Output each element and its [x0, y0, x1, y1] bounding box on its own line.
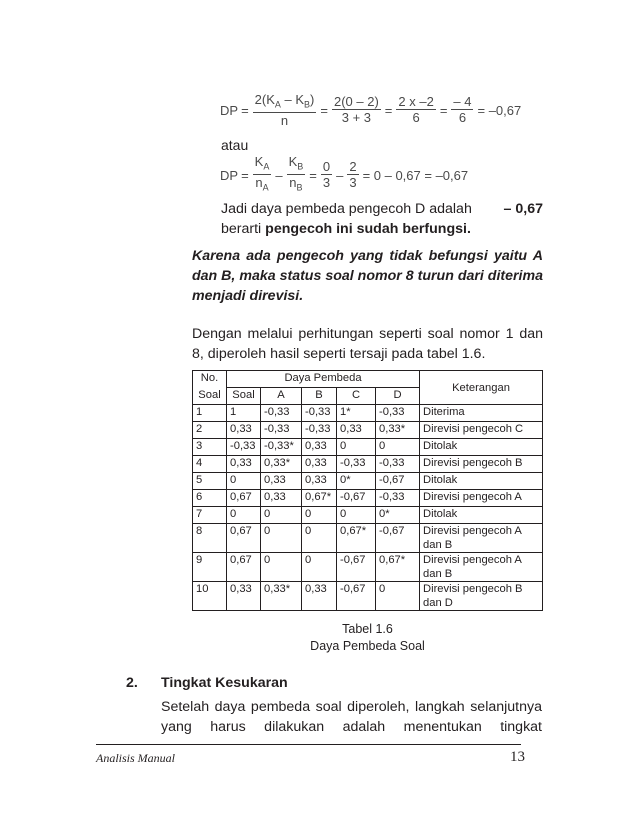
sub-header: Soal [227, 388, 261, 405]
header-keterangan: Keterangan [420, 371, 543, 405]
cell-a: -0,33 [261, 405, 302, 422]
cell-d: 0 [376, 439, 420, 456]
cell-d: 0 [376, 582, 420, 611]
cell-soal: 0,67 [227, 490, 261, 507]
table-row [193, 507, 543, 524]
cell-no: 4 [193, 456, 227, 473]
cell-d: -0,67 [376, 473, 420, 490]
cell-no: 7 [193, 507, 227, 524]
cell-ket: Direvisi pengecoh B [420, 456, 543, 473]
cell-soal: -0,33 [227, 439, 261, 456]
page-number: 13 [510, 749, 525, 765]
footer-rule [96, 744, 521, 745]
daya-pembeda-table [192, 370, 543, 611]
formula-dp-1: DP = $\frac{2(K_A - K_B)}{n}$ = $\frac{2(0 - 2)}{3 + 3}$ = $\frac{2 x -2}{6}$ = $\frac{- 4}{6}$ = –0,67 [220, 92, 522, 128]
formula-lhs: DP [220, 102, 239, 118]
table-row [193, 405, 543, 422]
cell-ket: Direvisi pengecoh C [420, 422, 543, 439]
section-title: Tingkat Kesukaran [161, 675, 288, 691]
section-number: 2. [126, 675, 138, 691]
cell-d: 0,67* [376, 553, 420, 582]
fraction: $\frac{K_A}{n_A}$ [254, 154, 270, 193]
header-soal-left: Soal [193, 388, 227, 405]
fraction: $\frac{- 4}{6}$ [453, 94, 472, 126]
cell-no: 10 [193, 582, 227, 611]
cell-soal: 0,33 [227, 456, 261, 473]
cell-soal: 0 [227, 473, 261, 490]
header-no: No. [193, 371, 227, 388]
cell-d: 0,33* [376, 422, 420, 439]
table-row [193, 439, 543, 456]
table-caption: Tabel 1.6 Daya Pembeda Soal [310, 622, 425, 653]
cell-d: 0* [376, 507, 420, 524]
cell-a: 0,33 [261, 490, 302, 507]
cell-c: -0,33 [337, 456, 376, 473]
fraction: $\frac{2}{3}$ [349, 159, 357, 191]
table-row [193, 553, 543, 582]
fraction: $\frac{2(0 - 2)}{3 + 3}$ [333, 94, 379, 126]
cell-ket: Direvisi pengecoh A dan B [420, 524, 543, 553]
cell-a: -0,33* [261, 439, 302, 456]
cell-a: 0 [261, 553, 302, 582]
sub-header: A [261, 388, 302, 405]
cell-no: 1 [193, 405, 227, 422]
fraction: $\frac{K_B}{n_B}$ [288, 154, 304, 193]
cell-a: -0,33 [261, 422, 302, 439]
cell-c: -0,67 [337, 490, 376, 507]
cell-c: 0* [337, 473, 376, 490]
cell-c: 0,33 [337, 422, 376, 439]
cell-b: -0,33 [302, 422, 337, 439]
cell-c: -0,67 [337, 553, 376, 582]
cell-ket: Direvisi pengecoh A dan B [420, 553, 543, 582]
cell-ket: Direvisi pengecoh A [420, 490, 543, 507]
cell-b: 0,67* [302, 490, 337, 507]
cell-b: 0,33 [302, 473, 337, 490]
cell-d: -0,67 [376, 524, 420, 553]
cell-no: 5 [193, 473, 227, 490]
status-paragraph: Karena ada pengecoh yang tidak befungsi yaitu A dan B, maka status soal nomor 8 turun dari diterima menjadi direvisi. [192, 248, 543, 304]
cell-c: -0,67 [337, 582, 376, 611]
cell-c: 0,67* [337, 524, 376, 553]
formula-result: = –0,67 [477, 102, 522, 118]
cell-ket: Ditolak [420, 473, 543, 490]
cell-a: 0,33* [261, 582, 302, 611]
cell-ket: Diterima [420, 405, 543, 422]
cell-a: 0 [261, 507, 302, 524]
cell-soal: 0 [227, 507, 261, 524]
cell-soal: 1 [227, 405, 261, 422]
cell-a: 0,33* [261, 456, 302, 473]
cell-ket: Ditolak [420, 507, 543, 524]
table-row [193, 473, 543, 490]
cell-no: 8 [193, 524, 227, 553]
footer-title: Analisis Manual [96, 751, 176, 765]
cell-c: 1* [337, 405, 376, 422]
table-row [193, 490, 543, 507]
cell-soal: 0,67 [227, 524, 261, 553]
table-row [193, 422, 543, 439]
cell-ket: Direvisi pengecoh B dan D [420, 582, 543, 611]
fraction: $\frac{0}{3}$ [322, 159, 331, 191]
sub-header: D [376, 388, 420, 405]
cell-b: 0 [302, 524, 337, 553]
cell-b: 0 [302, 553, 337, 582]
atau-text: atau [221, 137, 249, 153]
cell-b: 0,33 [302, 582, 337, 611]
fraction: $\frac{2 x -2}{6}$ [398, 94, 434, 126]
cell-d: -0,33 [376, 490, 420, 507]
header-daya-pembeda: Daya Pembeda [227, 371, 420, 388]
section-paragraph: Setelah daya pembeda soal diperoleh, langkah selanjutnya yang harus dilakukan adalah menentukan tingkat [161, 699, 542, 735]
cell-no: 2 [193, 422, 227, 439]
cell-b: -0,33 [302, 405, 337, 422]
cell-soal: 0,33 [227, 422, 261, 439]
intro-paragraph: Dengan melalui perhitungan seperti soal nomor 1 dan 8, diperoleh hasil seperti tersaji pada tabel 1.6. [192, 326, 543, 362]
table-row [193, 524, 543, 553]
conclusion-text: Jadi daya pembeda pengecoh D adalah – 0,67 berarti pengecoh ini sudah berfungsi. [221, 201, 543, 237]
cell-b: 0,33 [302, 456, 337, 473]
cell-a: 0,33 [261, 473, 302, 490]
cell-soal: 0,33 [227, 582, 261, 611]
cell-c: 0 [337, 439, 376, 456]
cell-b: 0,33 [302, 439, 337, 456]
cell-c: 0 [337, 507, 376, 524]
cell-no: 9 [193, 553, 227, 582]
cell-ket: Ditolak [420, 439, 543, 456]
formula-result: = 0 – 0,67 = –0,67 [362, 167, 469, 183]
cell-no: 6 [193, 490, 227, 507]
table-row [193, 582, 543, 611]
cell-a: 0 [261, 524, 302, 553]
cell-b: 0 [302, 507, 337, 524]
cell-d: -0,33 [376, 456, 420, 473]
sub-header: B [302, 388, 337, 405]
formula-dp-2: DP = $\frac{K_A}{n_A}$ – $\frac{K_B}{n_B}$ = $\frac{0}{3}$ – $\frac{2}{3}$ = 0 – 0,67 = –0,67 [220, 155, 468, 195]
table-row [193, 456, 543, 473]
cell-no: 3 [193, 439, 227, 456]
fraction: $\frac{2(K_A - K_B)}{n}$ [254, 92, 315, 128]
cell-soal: 0,67 [227, 553, 261, 582]
cell-d: -0,33 [376, 405, 420, 422]
sub-header: C [337, 388, 376, 405]
